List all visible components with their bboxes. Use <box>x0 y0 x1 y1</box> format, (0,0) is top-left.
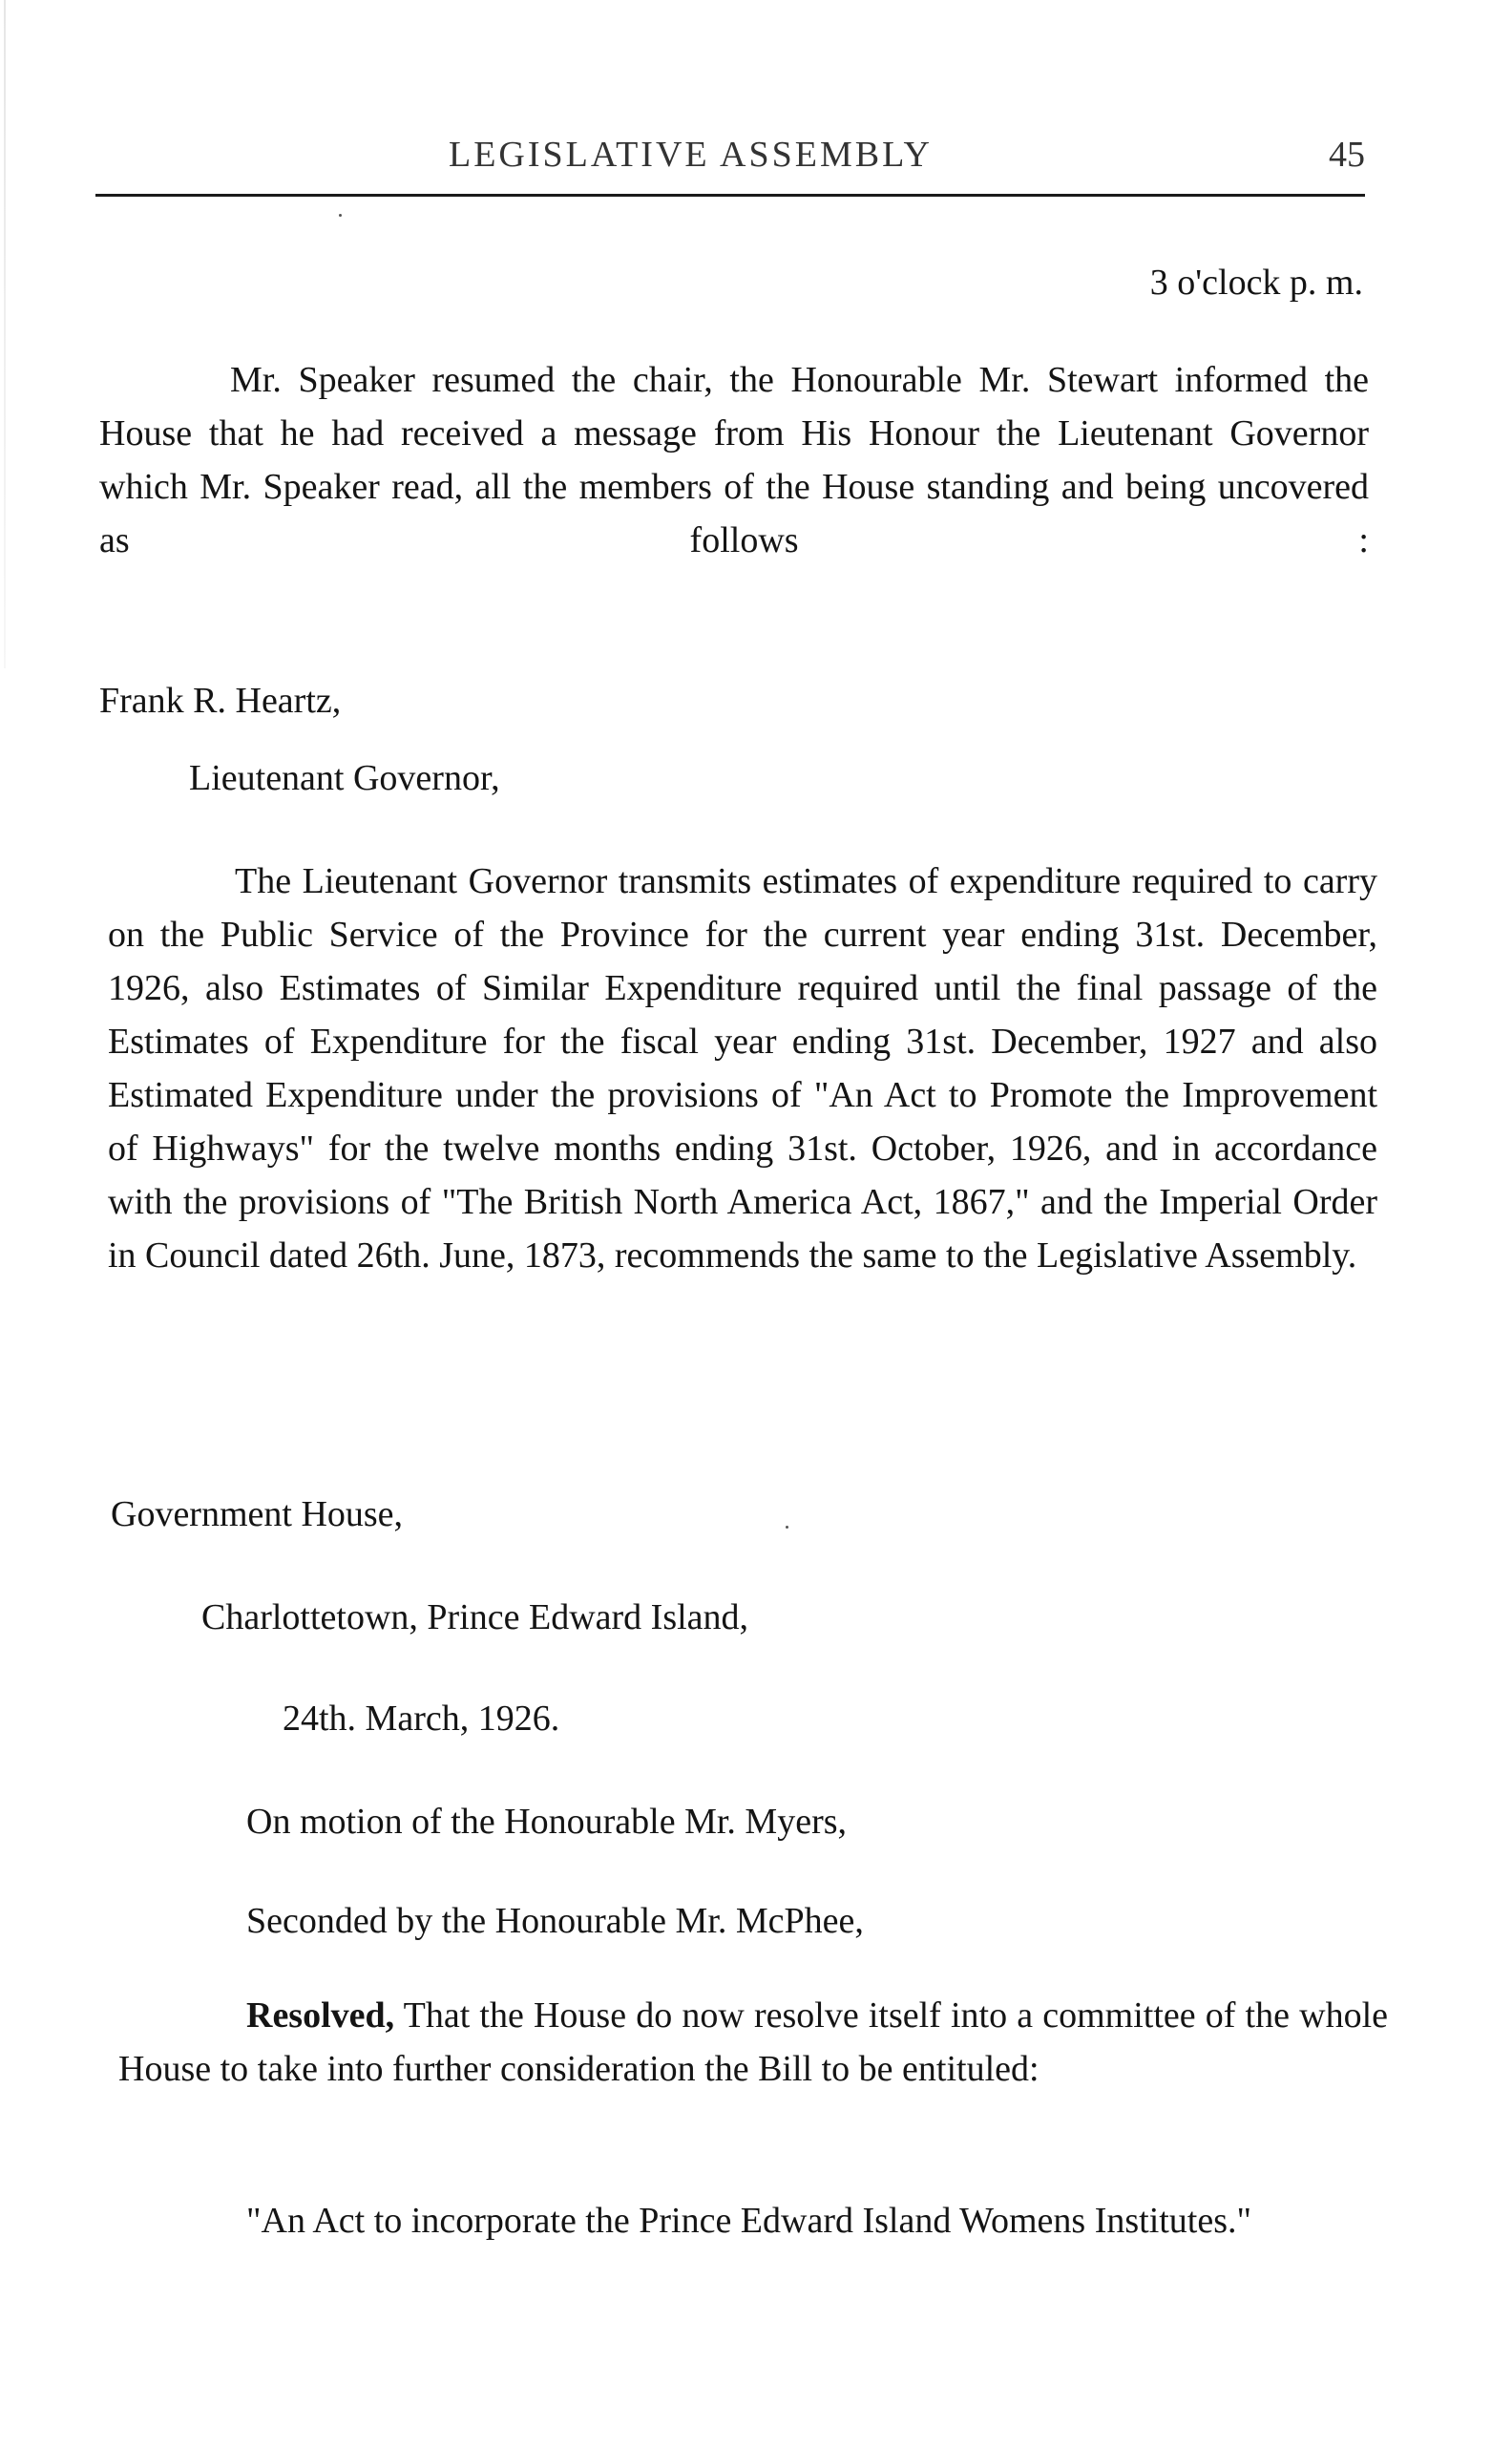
address-line-1: Government House, <box>111 1494 404 1534</box>
resolved-label: Resolved, <box>246 1995 395 2036</box>
scan-speck <box>339 214 342 217</box>
header-rule <box>95 194 1365 197</box>
resolved-text: That the House do now resolve itself into a committee of the whole House to take into further consideration the Bill to be entituled: <box>118 1995 1388 2089</box>
scan-speck <box>786 1526 788 1529</box>
seconded-line: Seconded by the Honourable Mr. McPhee, <box>246 1901 864 1941</box>
address-date: 24th. March, 1926. <box>283 1699 560 1739</box>
page-number: 45 <box>1329 135 1365 175</box>
session-time: 3 o'clock p. m. <box>1149 263 1363 303</box>
signatory-name: Frank R. Heartz, <box>99 681 342 721</box>
signatory-title: Lieutenant Governor, <box>189 758 500 798</box>
running-header <box>95 134 1365 191</box>
running-title: LEGISLATIVE ASSEMBLY <box>449 135 933 175</box>
scan-edge <box>4 0 6 668</box>
speaker-paragraph: Mr. Speaker resumed the chair, the Honourable Mr. Stewart informed the House that he had received a message from His Honour the Lieutenant Governor which Mr. Speaker read, all the members of the House standing and being uncovered as follows : <box>99 360 1369 560</box>
bill-title: "An Act to incorporate the Prince Edward Island Womens Institutes." <box>246 2201 1252 2241</box>
resolved-paragraph <box>118 1989 1388 2096</box>
motion-line: On motion of the Honourable Mr. Myers, <box>246 1802 848 1842</box>
message-paragraph: The Lieutenant Governor transmits estimates of expenditure required to carry on the Public Service of the Province for the current year ending 31st. December, 1926, also Estimates of Similar Expenditure required until the final passage of the Estimates of Expenditure for the fiscal year ending 31st. December, 1927 and also Estimated Expenditure under the provisions of "An Act to Promote the Improvement of Highways" for the twelve months ending 31st. October, 1926, and in accordance with the provisions of "The British North America Act, 1867," and the Imperial Order in Council dated 26th. June, 1873, recommends the same to the Legislative Assembly. <box>108 861 1377 1276</box>
address-line-2: Charlottetown, Prince Edward Island, <box>201 1597 749 1637</box>
